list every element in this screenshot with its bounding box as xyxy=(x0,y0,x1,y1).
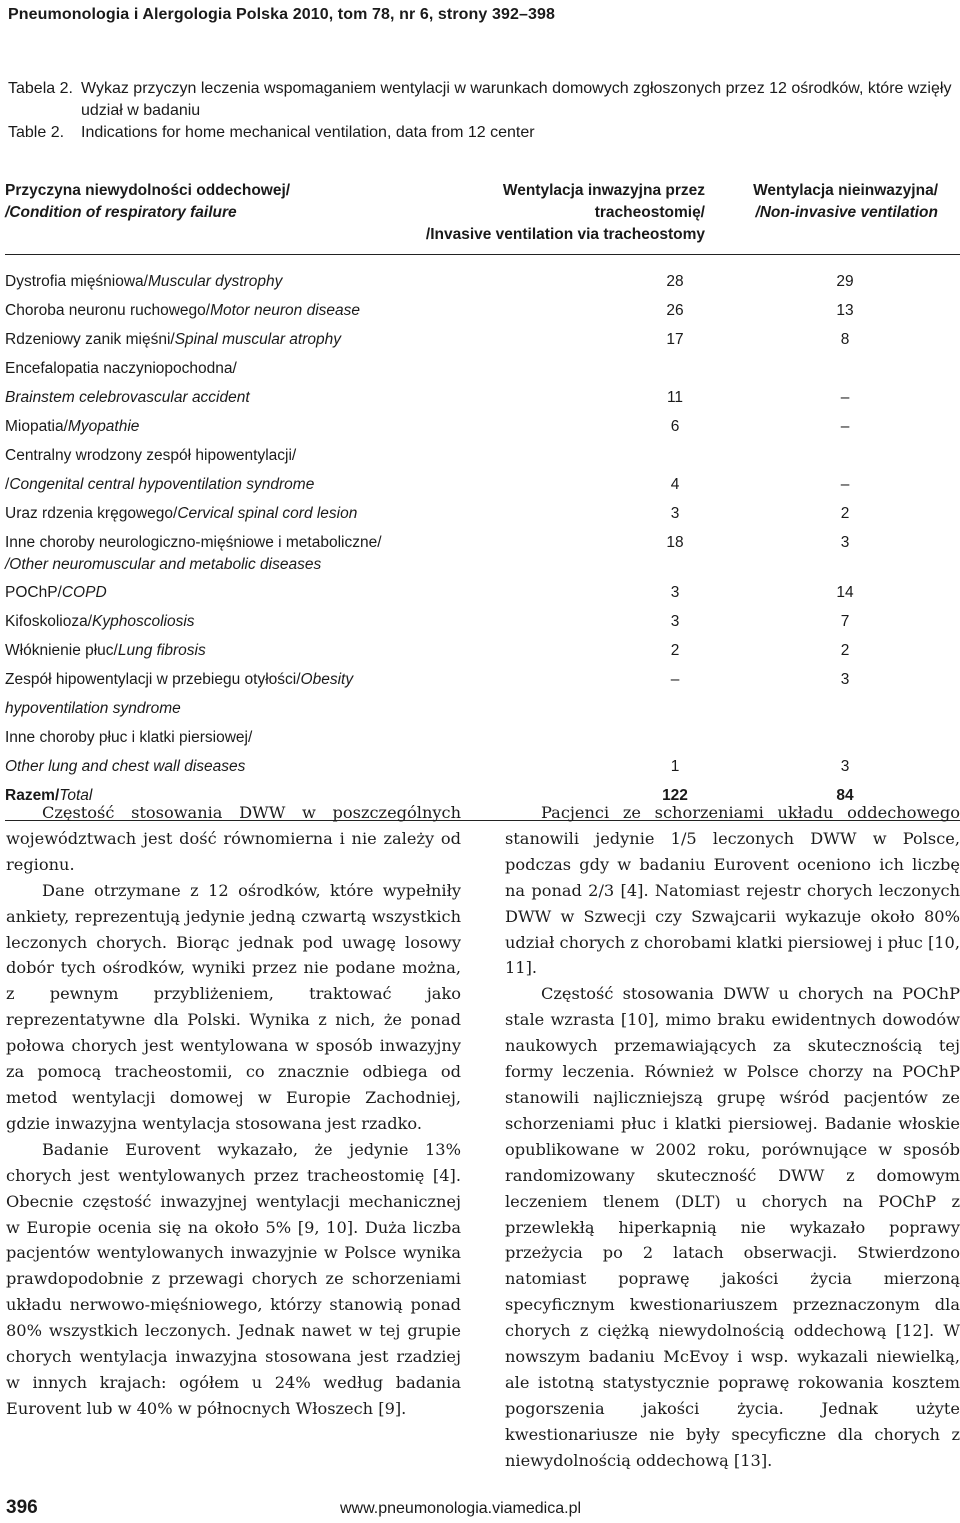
row-condition xyxy=(5,470,415,499)
table-row xyxy=(5,354,960,383)
indications-table xyxy=(5,174,960,821)
table-row xyxy=(5,636,960,665)
row-invasive xyxy=(415,636,705,665)
condition-english: Lung fibrosis xyxy=(117,642,206,659)
table-row xyxy=(5,296,960,325)
row-condition xyxy=(5,665,415,723)
row-condition xyxy=(5,578,415,607)
noninvasive-count: 13 xyxy=(836,302,854,319)
row-condition xyxy=(5,528,415,578)
noninvasive-count: 14 xyxy=(836,584,854,601)
row-noninvasive xyxy=(705,578,960,607)
row-invasive xyxy=(415,354,705,383)
condition-english: Kyphoscoliosis xyxy=(92,613,195,630)
row-invasive xyxy=(415,325,705,354)
condition-polish: Uraz rdzenia kręgowego/ xyxy=(5,505,178,522)
row-condition xyxy=(5,752,415,781)
row-invasive xyxy=(415,499,705,528)
caption-text-en: Indications for home mechanical ventilation, data from 12 center xyxy=(81,124,535,141)
noninvasive-count: – xyxy=(840,418,850,435)
condition-polish: Choroba neuronu ruchowego/ xyxy=(5,302,211,319)
noninvasive-count: 3 xyxy=(840,671,850,688)
condition-polish: Zespół hipowentylacji w przebiegu otyłości/ xyxy=(5,671,301,688)
row-noninvasive xyxy=(705,752,960,781)
condition-english: Muscular dystrophy xyxy=(148,273,283,290)
invasive-count: 2 xyxy=(670,642,680,659)
caption-english xyxy=(8,122,953,144)
condition-polish: Kifoskolioza/ xyxy=(5,613,93,630)
page-number: 396 xyxy=(6,1497,38,1518)
row-invasive xyxy=(415,412,705,441)
table-row xyxy=(5,325,960,354)
row-invasive xyxy=(415,665,705,723)
row-invasive xyxy=(415,528,705,578)
condition-polish: Dystrofia mięśniowa/ xyxy=(5,273,148,290)
caption-label-en: Table 2. xyxy=(8,124,65,141)
journal-url: www.pneumonologia.viamedica.pl xyxy=(340,1500,582,1517)
table-row xyxy=(5,255,960,297)
table-row xyxy=(5,528,960,578)
caption-polish xyxy=(8,78,953,122)
row-invasive xyxy=(415,383,705,412)
noninvasive-count: 7 xyxy=(840,613,850,630)
condition-english: Other lung and chest wall diseases xyxy=(5,758,246,775)
condition-polish: Centralny wrodzony zespół hipowentylacji/ xyxy=(5,447,297,464)
row-noninvasive xyxy=(705,636,960,665)
row-noninvasive xyxy=(705,607,960,636)
row-invasive xyxy=(415,578,705,607)
invasive-count: 6 xyxy=(670,418,680,435)
invasive-count: 17 xyxy=(666,331,684,348)
row-noninvasive xyxy=(705,325,960,354)
row-invasive xyxy=(415,723,705,752)
row-invasive xyxy=(415,441,705,470)
invasive-count: 1 xyxy=(670,758,680,775)
noninvasive-count: 2 xyxy=(840,642,850,659)
journal-header: Pneumonologia i Alergologia Polska 2010, tom 78, nr 6, strony 392–398 xyxy=(8,6,555,23)
row-invasive xyxy=(415,752,705,781)
body-paragraph: Częstość stosowania DWW u chorych na POChP stale wzrasta [10], mimo braku ewidentnych dowodów naukowych przemawiających za skutecznością tej formy leczenia. Również w Polsce chorzy na POChP stanowili najliczniejszą grupę wśród pacjentów ze schorzeniami płuc i klatki piersiowej. Badanie włoskie opublikowane w 2002 roku, porównujące w sposób randomizowany skuteczność DWW z domowym leczeniem tlenem (DLT) u chorych na POChP z przewlekłą hiperkapnią nie wykazało poprawy przeżycia po 2 latach obserwacji. Stwierdzono natomiast poprawę jakości życia mierzoną specyficznym kwestionariuszem przeznaczonym dla chorych z ciężką niewydolnością oddechową [12]. W nowszym badaniu McEvoy i wsp. wykazali niewielką, ale istotną statystycznie poprawę rokowania kosztem pogorszenia jakości życia. Jednak użyte kwestionariusze nie były specyficzne dla chorych z niewydolnością oddechową [13]. xyxy=(505,984,960,1470)
table-row xyxy=(5,607,960,636)
body-column-left xyxy=(6,800,461,1422)
row-noninvasive xyxy=(705,499,960,528)
table-row xyxy=(5,723,960,752)
row-noninvasive xyxy=(705,383,960,412)
row-noninvasive xyxy=(705,412,960,441)
row-condition xyxy=(5,607,415,636)
row-invasive xyxy=(415,255,705,297)
invasive-count: 28 xyxy=(666,273,684,290)
noninvasive-count: – xyxy=(840,389,850,406)
total-invasive: 122 xyxy=(415,781,705,821)
noninvasive-count: 2 xyxy=(840,505,850,522)
condition-english: COPD xyxy=(61,584,107,601)
total-label: Razem/Total xyxy=(5,781,415,821)
row-noninvasive xyxy=(705,296,960,325)
condition-polish: POChP/ xyxy=(5,584,62,601)
row-condition xyxy=(5,296,415,325)
body-paragraph: Częstość stosowania DWW w poszczególnych województwach jest dość równomierna i nie zależy od regionu. xyxy=(6,803,461,874)
noninvasive-count: 3 xyxy=(840,758,850,775)
table-row xyxy=(5,470,960,499)
row-noninvasive xyxy=(705,723,960,752)
header-noninvasive: Wentylacja nieinwazyjna/ /Non-invasive ventilation xyxy=(705,174,960,255)
row-invasive xyxy=(415,470,705,499)
condition-english: /Other neuromuscular and metabolic diseases xyxy=(5,556,322,573)
condition-polish: Inne choroby neurologiczno-mięśniowe i metaboliczne/ xyxy=(5,534,382,551)
condition-polish: Inne choroby płuc i klatki piersiowej/ xyxy=(5,729,253,746)
condition-polish: Miopatia/ xyxy=(5,418,68,435)
condition-english: Congenital central hypoventilation syndrome xyxy=(9,476,315,493)
condition-polish: / xyxy=(5,476,10,493)
row-noninvasive xyxy=(705,354,960,383)
caption-label-pl: Tabela 2. xyxy=(8,80,73,97)
body-paragraph: Pacjenci ze schorzeniami układu oddechowego stanowili jedynie 1/5 leczonych DWW w Polsce, podczas gdy w badaniu Eurovent oceniono ich liczbę na ponad 2/3 [4]. Natomiast rejestr chorych leczonych DWW w Szwecji czy Szwajcarii wykazuje około 80% udział chorych z chorobami klatki piersiowej i płuc [10, 11]. xyxy=(505,803,960,978)
table-row xyxy=(5,441,960,470)
condition-polish: Encefalopatia naczyniopochodna/ xyxy=(5,360,237,377)
row-invasive xyxy=(415,296,705,325)
invasive-count: 3 xyxy=(670,505,680,522)
row-condition xyxy=(5,499,415,528)
invasive-count: – xyxy=(670,671,680,688)
row-condition xyxy=(5,412,415,441)
invasive-count: 3 xyxy=(670,584,680,601)
condition-english: Cervical spinal cord lesion xyxy=(177,505,358,522)
noninvasive-count: – xyxy=(840,476,850,493)
invasive-count: 11 xyxy=(666,389,684,406)
caption-text-pl: Wykaz przyczyn leczenia wspomaganiem wentylacji w warunkach domowych zgłoszonych przez 12 ośrodków, które wzięły udział w badaniu xyxy=(81,80,952,119)
body-column-right xyxy=(505,800,960,1474)
condition-english: Spinal muscular atrophy xyxy=(174,331,341,348)
invasive-count: 18 xyxy=(666,534,684,551)
table-row xyxy=(5,665,960,723)
table-row xyxy=(5,578,960,607)
noninvasive-count: 3 xyxy=(840,534,850,551)
invasive-count: 4 xyxy=(670,476,680,493)
row-condition xyxy=(5,255,415,297)
table-row xyxy=(5,383,960,412)
table-row xyxy=(5,499,960,528)
header-invasive: Wentylacja inwazyjna przez tracheostomię/ /Invasive ventilation via tracheostomy xyxy=(415,174,705,255)
condition-english: Obesity hypoventilation syndrome xyxy=(5,671,354,717)
invasive-count: 3 xyxy=(670,613,680,630)
row-noninvasive xyxy=(705,665,960,723)
table-row xyxy=(5,752,960,781)
body-paragraph: Badanie Eurovent wykazało, że jedynie 13% chorych jest wentylowanych przez tracheostomię [4]. Obecnie częstość inwazyjnej wentylacji mechanicznej w Europie ocenia się na około 5% [9, 10]. Duża liczba pacjentów wentylowanych inwazyjnie w Polsce wynika prawdopodobnie z przewagi chorych ze schorzeniami układu nerwowo-mięśniowego, którzy stanowią ponad 80% wszystkich leczonych. Jednak nawet w tej grupie chorych wentylacja inwazyjna stosowana jest rzadziej w innych krajach: ogółem u 24% według badania Eurovent lub w 40% w północnych Włoszech [9]. xyxy=(6,1139,461,1418)
row-noninvasive xyxy=(705,470,960,499)
row-condition xyxy=(5,636,415,665)
condition-polish: Rdzeniowy zanik mięśni/ xyxy=(5,331,175,348)
row-noninvasive xyxy=(705,528,960,578)
row-condition xyxy=(5,354,415,383)
noninvasive-count: 29 xyxy=(836,273,854,290)
total-noninvasive: 84 xyxy=(705,781,960,821)
condition-english: Myopathie xyxy=(67,418,140,435)
table-header-row xyxy=(5,174,960,255)
header-condition: Przyczyna niewydolności oddechowej/ /Condition of respiratory failure xyxy=(5,174,415,255)
condition-english: Motor neuron disease xyxy=(210,302,361,319)
row-condition xyxy=(5,441,415,470)
condition-polish: Włóknienie płuc/ xyxy=(5,642,118,659)
row-condition xyxy=(5,383,415,412)
row-condition xyxy=(5,723,415,752)
invasive-count: 26 xyxy=(666,302,684,319)
row-noninvasive xyxy=(705,255,960,297)
noninvasive-count: 8 xyxy=(840,331,850,348)
table-body xyxy=(5,255,960,821)
body-paragraph: Dane otrzymane z 12 ośrodków, które wypełniły ankiety, reprezentują jedynie jedną czwartą wszystkich leczonych chorych. Biorąc jednak pod uwagę losowy dobór tych ośrodków, wyniki przez nie podane można, z pewnym przybliżeniem, traktować jako reprezentatywne dla Polski. Wynika z nich, że ponad połowa chorych jest wentylowana w sposób inwazyjny za pomocą tracheostomii, co znacznie odbiega od metod wentylacji domowej w Europie Zachodniej, gdzie inwazyjna wentylacja stosowana jest rzadko. xyxy=(6,880,461,1133)
row-condition xyxy=(5,325,415,354)
row-noninvasive xyxy=(705,441,960,470)
table-caption xyxy=(8,78,953,144)
table-row xyxy=(5,412,960,441)
condition-english: Brainstem celebrovascular accident xyxy=(5,389,250,406)
row-invasive xyxy=(415,607,705,636)
